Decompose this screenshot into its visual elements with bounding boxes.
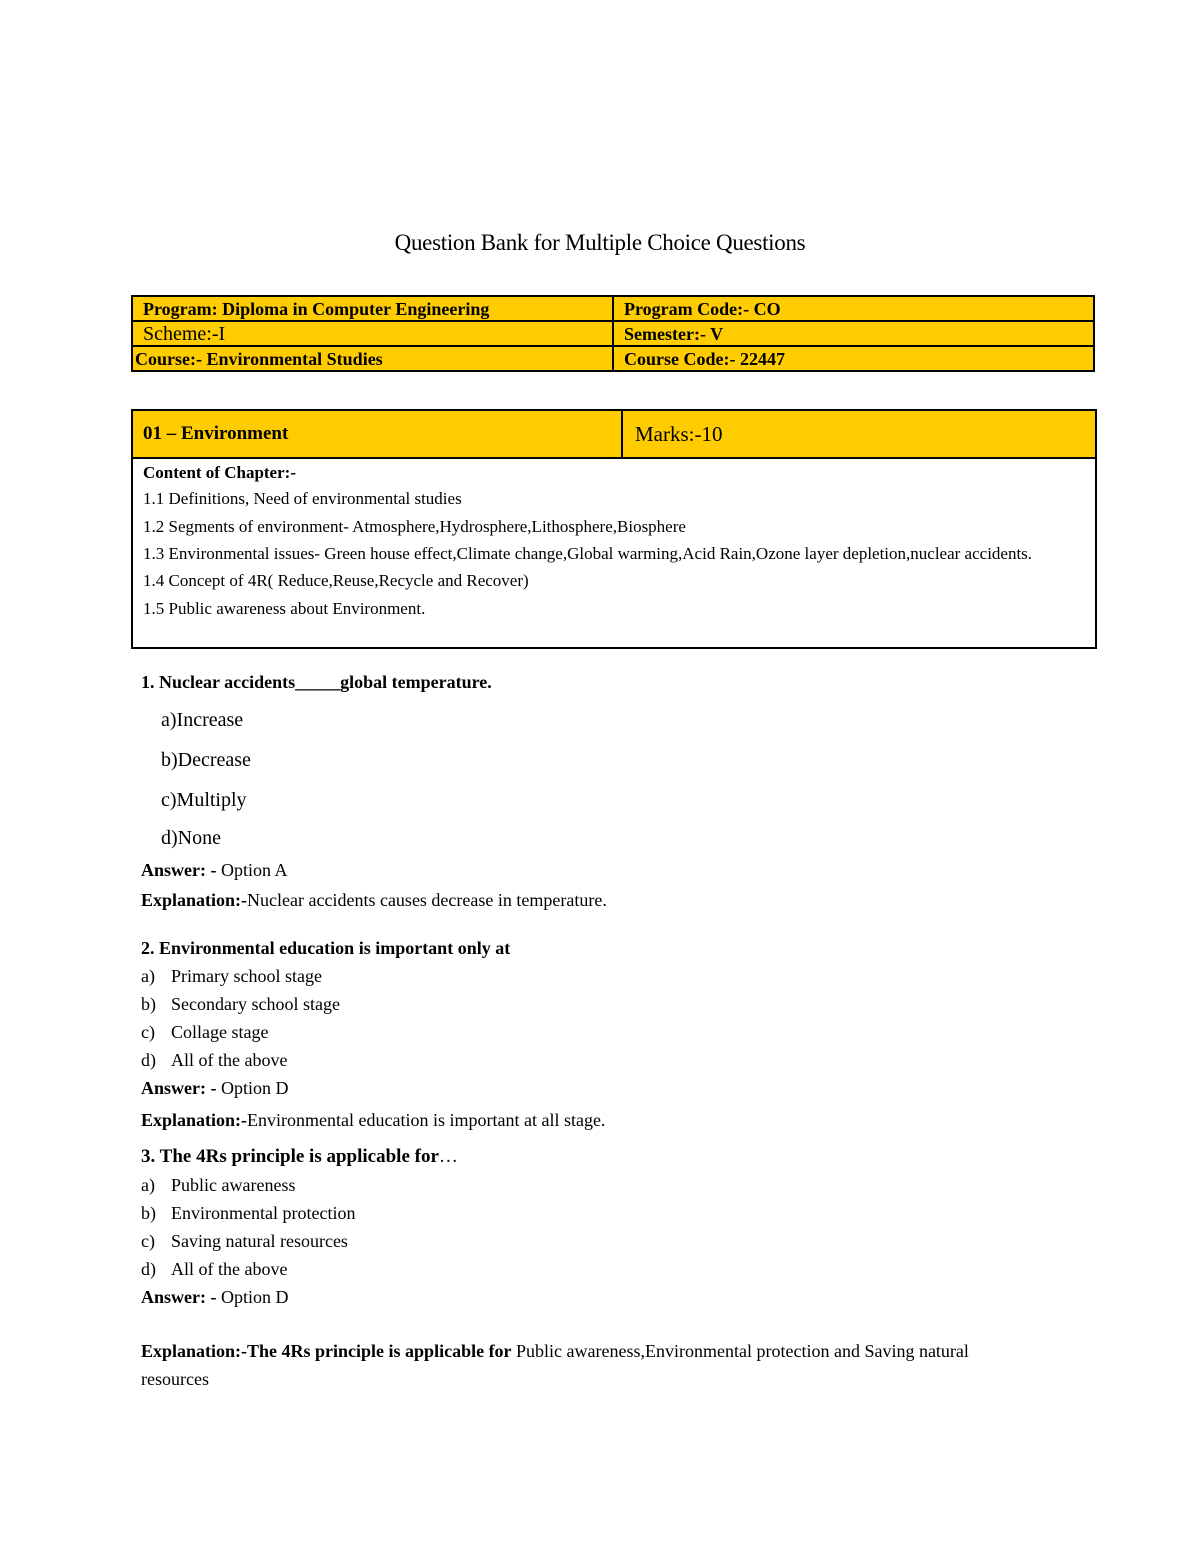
topic-item: 1.3 Environmental issues- Green house effect,Climate change,Global warming,Acid Rain,Ozone layer depletion,nuclear accidents. bbox=[143, 544, 1033, 563]
explanation-text: Public awareness,Environmental protection and Saving natural resources bbox=[141, 1341, 969, 1389]
question-text: Environmental education is important only at bbox=[159, 938, 511, 958]
answer-label: Answer: - bbox=[141, 1287, 217, 1307]
topic-item: 1.4 Concept of 4R( Reduce,Reuse,Recycle and Recover) bbox=[143, 571, 529, 590]
option-c bbox=[141, 1227, 1021, 1255]
option-letter: d) bbox=[141, 1050, 156, 1070]
question-ellipsis: … bbox=[438, 1146, 458, 1167]
page-title: Question Bank for Multiple Choice Questions bbox=[394, 230, 806, 255]
answer-value: Option A bbox=[220, 860, 288, 880]
chapter-content bbox=[133, 459, 1095, 622]
program-info-table bbox=[131, 295, 1095, 372]
option-d bbox=[141, 1255, 1021, 1283]
option-text: Saving natural resources bbox=[171, 1231, 348, 1251]
option-letter: b) bbox=[141, 1203, 156, 1223]
course-code-cell: Course Code:- 22447 bbox=[613, 346, 1094, 371]
explanation-line bbox=[141, 886, 607, 914]
question-text: Nuclear accidents bbox=[159, 672, 296, 692]
explanation-label: Explanation:- bbox=[141, 1110, 248, 1130]
explanation-line bbox=[141, 1106, 605, 1134]
option-c: c)Multiply bbox=[161, 789, 247, 811]
question-title bbox=[141, 668, 607, 696]
topic-item: 1.2 Segments of environment- Atmosphere,Hydrosphere,Lithosphere,Biosphere bbox=[143, 516, 686, 536]
option-text: All of the above bbox=[171, 1050, 288, 1070]
option-b: b)Decrease bbox=[161, 749, 251, 771]
option-letter: d) bbox=[141, 1259, 156, 1279]
explanation-emphasis: The 4Rs principle is applicable for bbox=[247, 1341, 512, 1361]
question-text: The 4Rs principle is applicable for bbox=[159, 1146, 439, 1167]
question-title bbox=[141, 934, 605, 962]
question-2 bbox=[141, 934, 605, 1134]
option-letter: c) bbox=[141, 1231, 155, 1251]
chapter-name: 01 – Environment bbox=[133, 411, 623, 457]
answer-line bbox=[141, 856, 607, 884]
option-d bbox=[141, 1046, 605, 1074]
option-text: Primary school stage bbox=[171, 966, 322, 986]
explanation-text: Environmental education is important at all stage. bbox=[247, 1110, 606, 1130]
option-d: d)None bbox=[161, 827, 221, 849]
option-b bbox=[141, 1199, 1021, 1227]
answer-line bbox=[141, 1283, 1021, 1311]
question-title bbox=[141, 1143, 1021, 1171]
question-number: 3. bbox=[141, 1146, 156, 1167]
explanation-line bbox=[141, 1337, 1021, 1393]
question-number: 1. bbox=[141, 672, 155, 692]
option-letter: c) bbox=[141, 1022, 155, 1042]
question-1 bbox=[141, 668, 607, 914]
option-b bbox=[141, 990, 605, 1018]
scheme-cell: Scheme:-I bbox=[132, 321, 613, 346]
option-letter: a) bbox=[141, 966, 155, 986]
answer-value: Option D bbox=[220, 1287, 289, 1307]
option-letter: b) bbox=[141, 994, 156, 1014]
answer-line bbox=[141, 1074, 605, 1102]
topic-item: 1.1 Definitions, Need of environmental studies bbox=[143, 489, 462, 508]
option-a bbox=[141, 962, 605, 990]
answer-value: Option D bbox=[220, 1078, 289, 1098]
option-text: Public awareness bbox=[171, 1175, 296, 1195]
question-3 bbox=[141, 1143, 1021, 1393]
option-c bbox=[141, 1018, 605, 1046]
question-number: 2. bbox=[141, 938, 155, 958]
explanation-text: Nuclear accidents causes decrease in temperature. bbox=[247, 890, 607, 910]
chapter-marks: Marks:-10 bbox=[635, 422, 723, 446]
option-text: All of the above bbox=[171, 1259, 288, 1279]
program-code-cell: Program Code:- CO bbox=[613, 296, 1094, 321]
question-blank: _____ bbox=[295, 672, 341, 692]
course-cell: Course:- Environmental Studies bbox=[132, 346, 613, 371]
chapter-table bbox=[131, 409, 1097, 649]
option-text: Collage stage bbox=[171, 1022, 269, 1042]
option-text: Environmental protection bbox=[171, 1203, 356, 1223]
answer-label: Answer: - bbox=[141, 1078, 217, 1098]
option-letter: a) bbox=[141, 1175, 155, 1195]
content-heading: Content of Chapter:- bbox=[143, 463, 296, 482]
option-text: Secondary school stage bbox=[171, 994, 340, 1014]
option-a bbox=[141, 1171, 1021, 1199]
option-a: a)Increase bbox=[161, 709, 244, 731]
explanation-label: Explanation:- bbox=[141, 890, 248, 910]
explanation-label: Explanation:- bbox=[141, 1341, 248, 1361]
semester-cell: Semester:- V bbox=[613, 321, 1094, 346]
question-text: global temperature. bbox=[340, 672, 492, 692]
program-cell: Program: Diploma in Computer Engineering bbox=[132, 296, 613, 321]
chapter-header bbox=[133, 411, 1095, 459]
topic-item: 1.5 Public awareness about Environment. bbox=[143, 598, 426, 618]
answer-label: Answer: - bbox=[141, 860, 217, 880]
